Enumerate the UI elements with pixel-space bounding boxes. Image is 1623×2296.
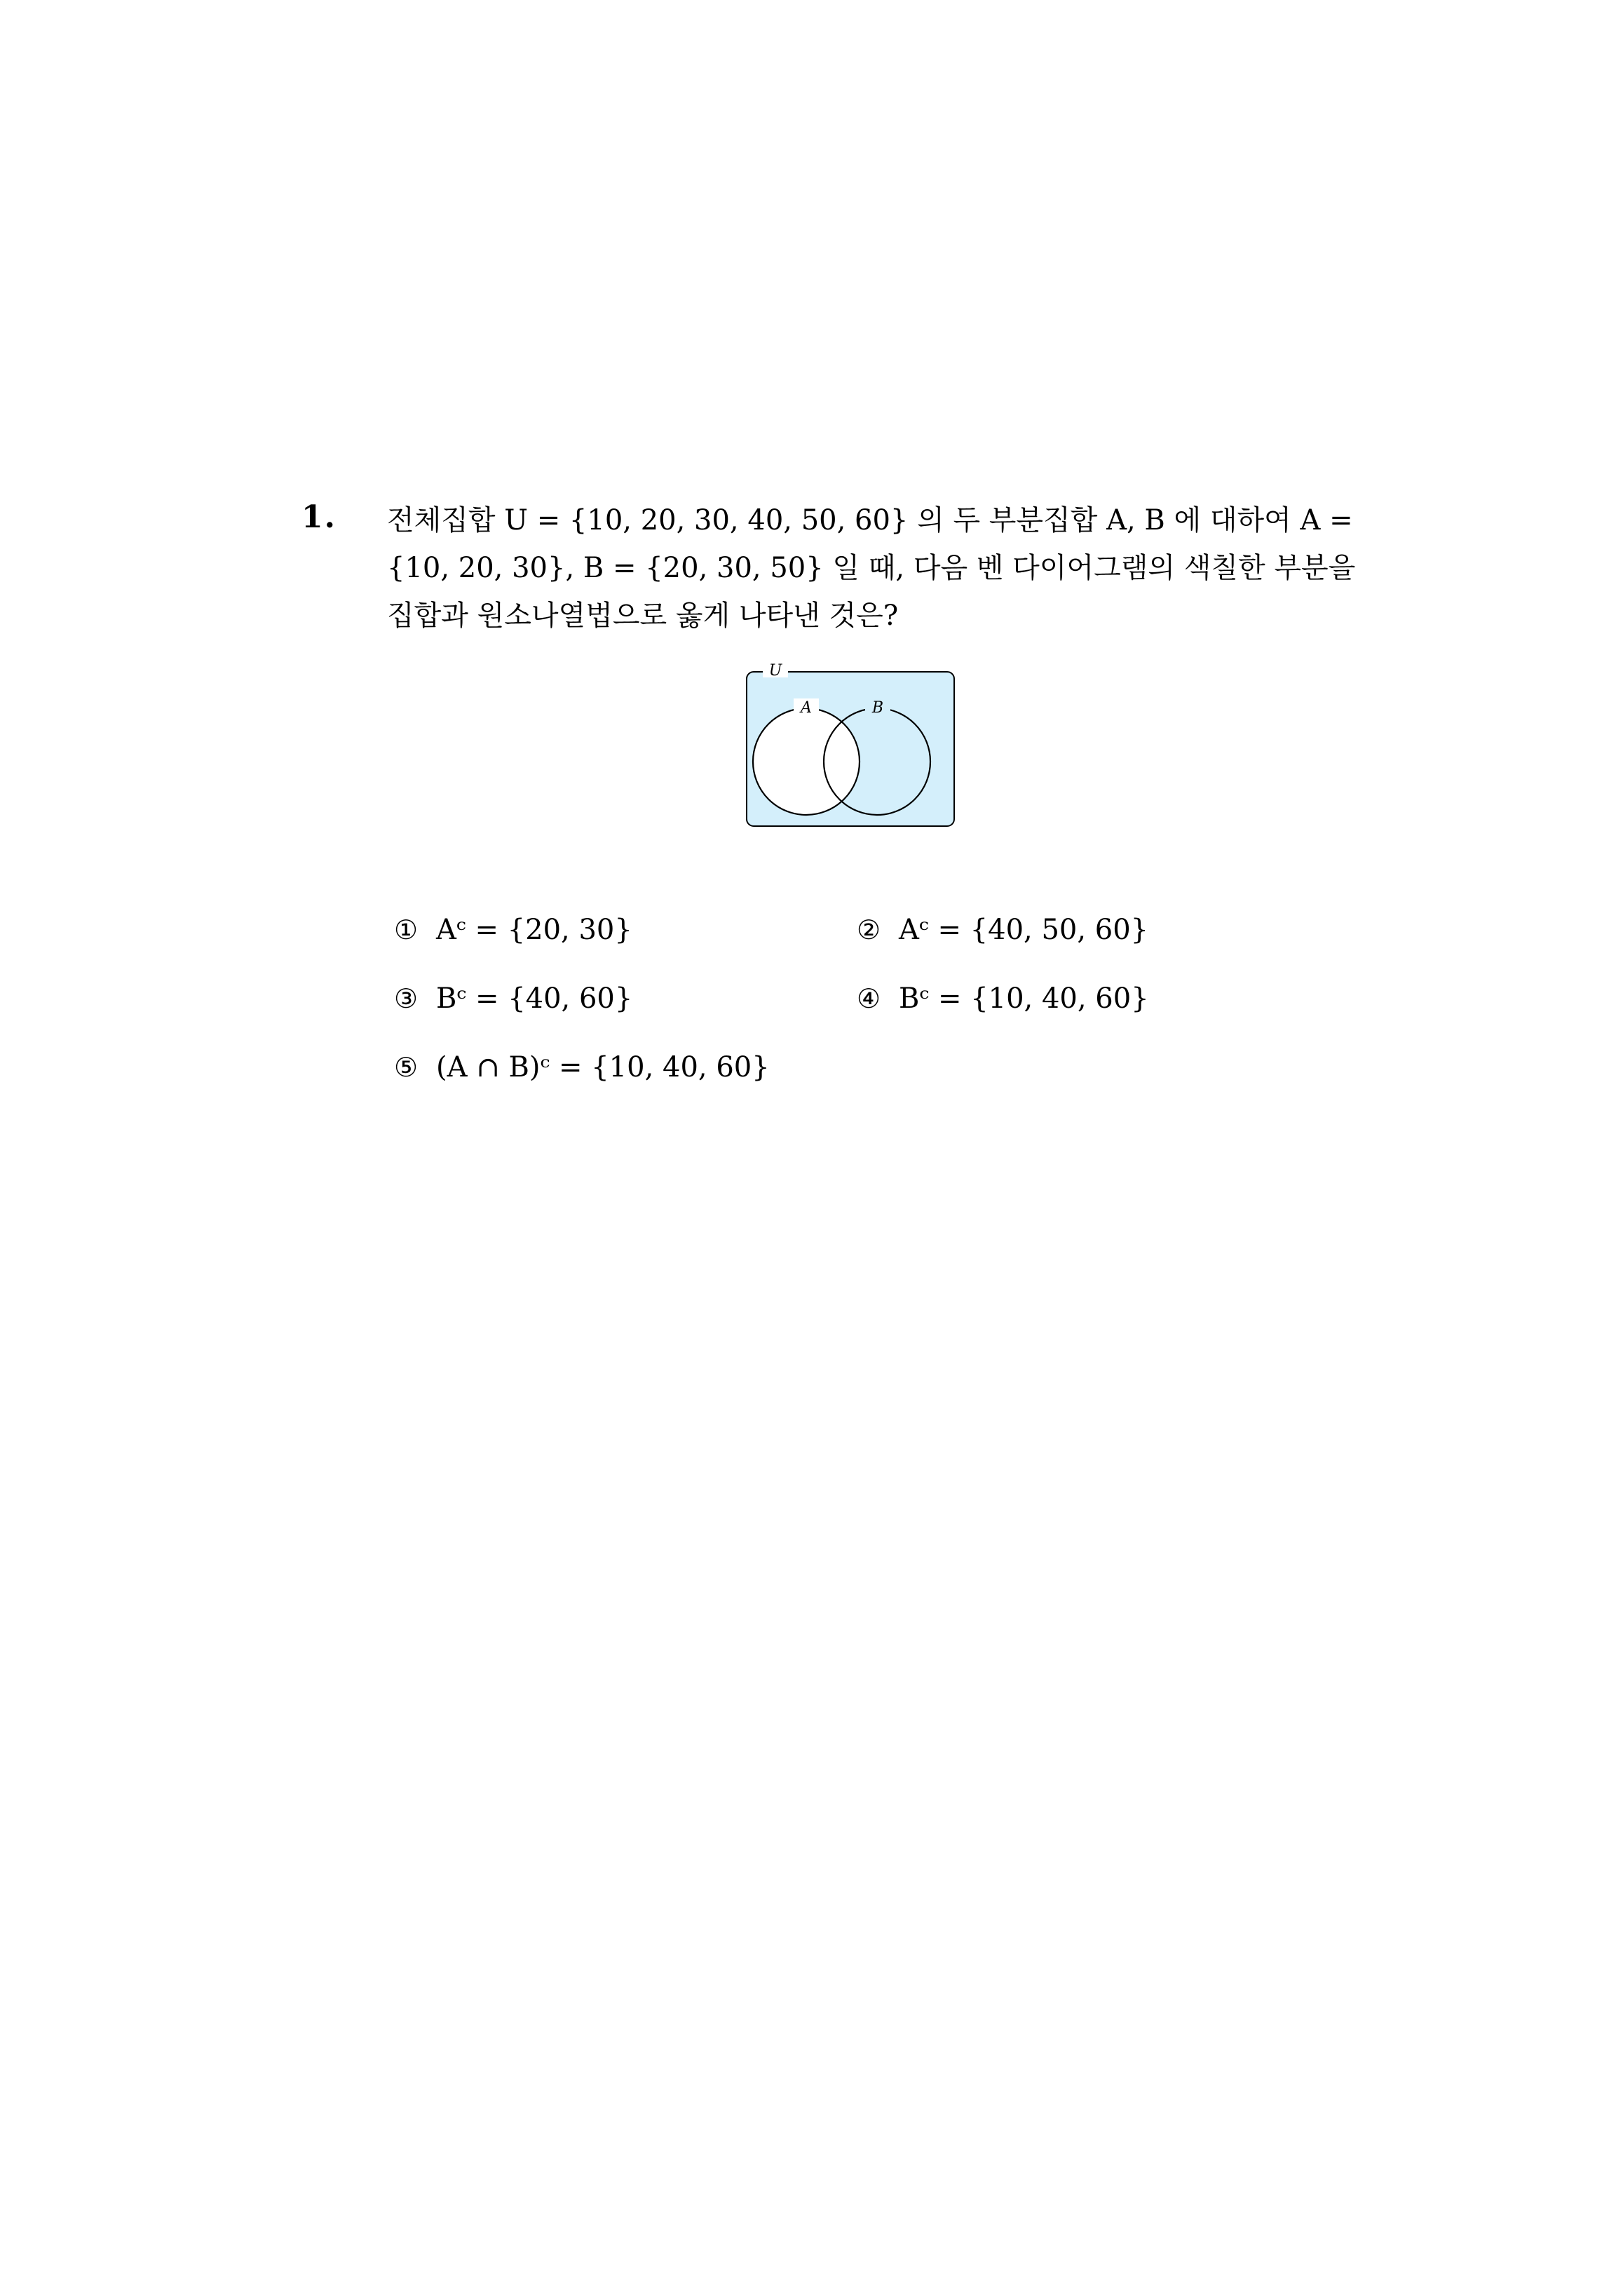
choice-1[interactable] xyxy=(394,916,632,944)
choice-5-mark: ⑤ xyxy=(394,1052,419,1083)
stem-line-3: 집합과 원소나열법으로 옳게 나타낸 것은? xyxy=(387,600,899,632)
set-b-label: B xyxy=(871,699,884,717)
stem-line-1: 전체집합 U = {10, 20, 30, 40, 50, 60} 의 두 부분집합 A, B 에 대하여 A = xyxy=(387,504,1353,536)
venn-diagram xyxy=(742,656,966,832)
choice-3[interactable] xyxy=(394,982,633,1015)
choice-5[interactable] xyxy=(394,1053,770,1081)
choice-2[interactable] xyxy=(857,916,1148,944)
choice-2-text: Aᶜ = {40, 50, 60} xyxy=(899,914,1149,946)
choice-5-text: (A ∩ B)ᶜ = {10, 40, 60} xyxy=(436,1051,770,1083)
choice-4[interactable] xyxy=(857,982,1149,1015)
question-stem xyxy=(387,497,1356,640)
choice-3-text: Bᶜ = {40, 60} xyxy=(436,982,633,1015)
question-number: 1. xyxy=(301,499,337,535)
universe-label: U xyxy=(768,662,782,680)
set-a-label: A xyxy=(801,699,812,717)
choice-2-mark: ② xyxy=(857,914,881,945)
stem-line-2: {10, 20, 30}, B = {20, 30, 50} 일 때, 다음 벤 다이어그램의 색칠한 부분을 xyxy=(387,552,1356,584)
choice-4-text: Bᶜ = {10, 40, 60} xyxy=(899,982,1149,1015)
choice-1-mark: ① xyxy=(394,914,419,945)
choice-3-mark: ③ xyxy=(394,983,419,1014)
choice-4-mark: ④ xyxy=(857,983,881,1014)
venn-diagram-svg xyxy=(742,656,966,832)
choice-1-text: Aᶜ = {20, 30} xyxy=(436,914,632,946)
